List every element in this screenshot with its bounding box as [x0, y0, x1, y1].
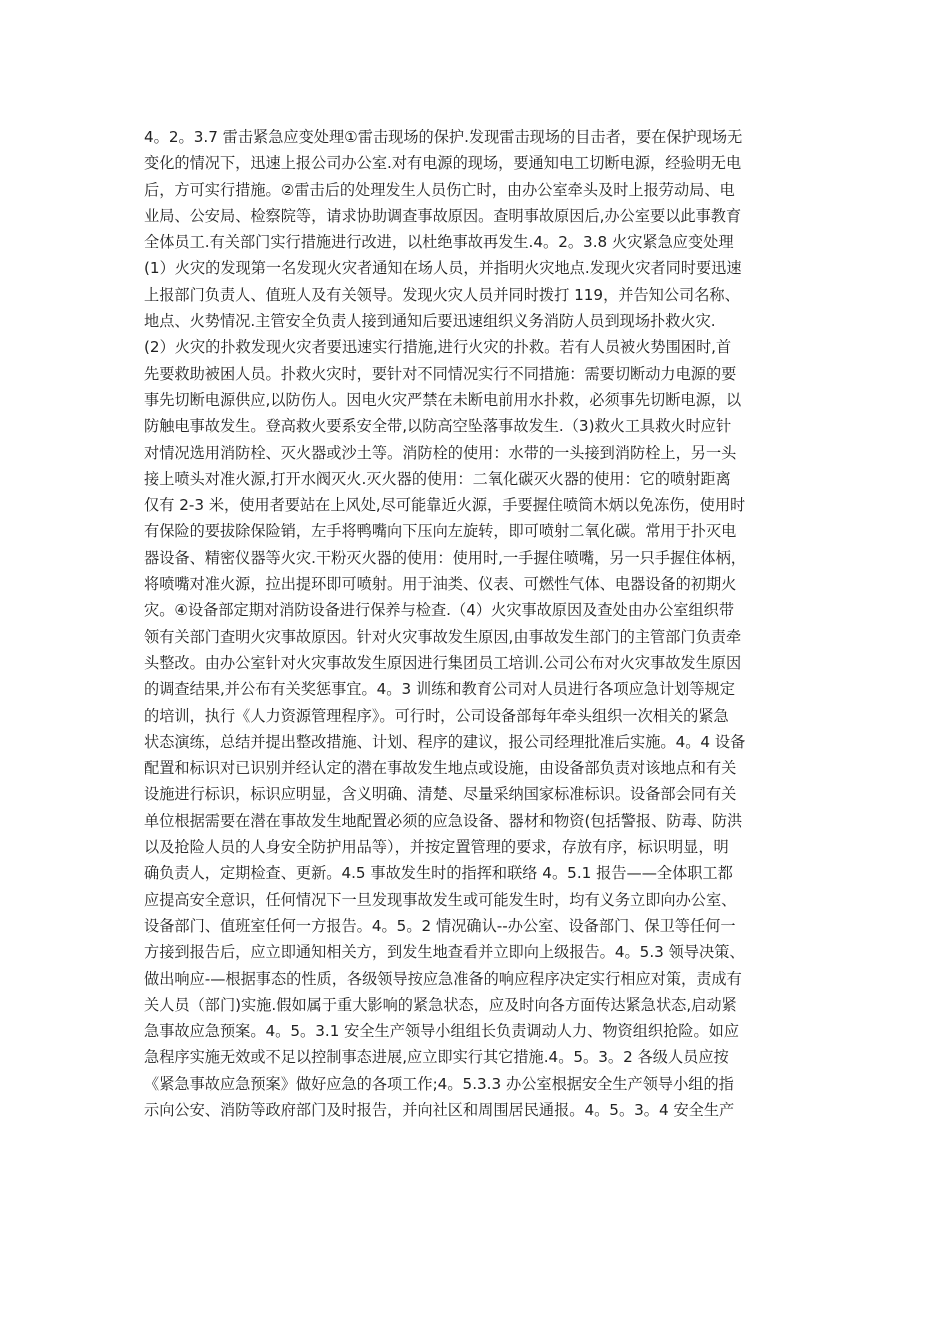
text-line: 示向公安、消防等政府部门及时报告，并向社区和周围居民通报。4。5。3。4 安全生产 — [144, 1100, 735, 1119]
text-line: 先要救助被困人员。扑救火灾时，要针对不同情况实行不同措施：需要切断动力电源的要 — [144, 364, 737, 383]
text-line: 防触电事故发生。登高救火要系安全带,以防高空坠落事故发生.（3)救火工具救火时应针 — [144, 417, 732, 436]
text-line: 灾。④设备部定期对消防设备进行保养与检查.（4）火灾事故原因及查处由办公室组织带 — [144, 601, 735, 620]
text-line: 4。2。3.7 雷击紧急应变处理①雷击现场的保护.发现雷击现场的目击者，要在保护现场无 — [144, 128, 743, 146]
text-line: 的培训，执行《人力资源管理程序》。可行时，公司设备部每年牵头组织一次相关的紧急 — [144, 706, 729, 725]
text-line: 器设备、精密仪器等火灾.干粉灭火器的使用：使用时,一手握住喷嘴，另一只手握住体柄， — [144, 548, 746, 567]
text-line: 急事故应急预案。4。5。3.1 安全生产领导小组组长负责调动人力、物资组织抢险。如应 — [144, 1022, 740, 1041]
text-line: 单位根据需要在潜在事故发生地配置必须的应急设备、器材和物资(包括警报、防毒、防洪 — [144, 811, 743, 830]
text-line: 急程序实施无效或不足以控制事态进展,应立即实行其它措施.4。5。3。2 各级人员应按 — [144, 1048, 729, 1067]
text-line: 将喷嘴对准火源，拉出提环即可喷射。用于油类、仪表、可燃性气体、电器设备的初期火 — [144, 575, 737, 594]
text-line: 接上喷头对准火源,打开水阀灭火.灭火器的使用：二氧化碳灭火器的使用：它的喷射距离 — [144, 469, 731, 488]
body-text — [144, 124, 824, 1123]
text-line: 对情况选用消防栓、灭火器或沙土等。消防栓的使用：水带的一头接到消防栓上，另一头 — [144, 443, 737, 462]
text-line: 状态演练，总结并提出整改措施、计划、程序的建议，报公司经理批准后实施。4。4 设备 — [144, 732, 746, 751]
text-line: 《紧急事故应急预案》做好应急的各项工作;4。5.3.3 办公室根据安全生产领导小组的指 — [144, 1074, 734, 1093]
text-line: 以及抢险人员的人身安全防护用品等），并按定置管理的要求，存放有序，标识明显，明 — [144, 838, 729, 857]
text-line: 领有关部门查明火灾事故原因。针对火灾事故发生原因,由事故发生部门的主管部门负责牵 — [144, 627, 742, 646]
text-line: 做出响应-—根据事态的性质，各级领导按应急准备的响应程序决定实行相应对策，责成有 — [144, 969, 742, 988]
text-line: 设施进行标识，标识应明显，含义明确、清楚、尽量采纳国家标准标识。设备部会同有关 — [144, 785, 737, 804]
text-line: (2）火灾的扑救发现火灾者要迅速实行措施,进行火灾的扑救。若有人员被火势围困时,首 — [144, 338, 732, 357]
text-line: 后，方可实行措施。②雷击后的处理发生人员伤亡时，由办公室牵头及时上报劳动局、电 — [144, 180, 735, 199]
text-line: 头整改。由办公室针对火灾事故发生原因进行集团员工培训.公司公布对火灾事故发生原因 — [144, 653, 742, 672]
text-line: 业局、公安局、检察院等，请求协助调查事故原因。查明事故原因后,办公室要以此事教育 — [144, 206, 742, 225]
text-line: 应提高安全意识，任何情况下一旦发现事故发生或可能发生时，均有义务立即向办公室、 — [144, 890, 737, 909]
text-line: 确负责人，定期检查、更新。4.5 事故发生时的指挥和联络 4。5.1 报告——全体职工都 — [144, 864, 733, 883]
text-line: (1）火灾的发现第一名发现火灾者通知在场人员，并指明火灾地点.发现火灾者同时要迅速 — [144, 259, 742, 278]
text-line: 方接到报告后，应立即通知相关方，到发生地查看并立即向上级报告。4。5.3 领导决策、 — [144, 943, 745, 962]
text-line: 设备部门、值班室任何一方报告。4。5。2 情况确认--办公室、设备部门、保卫等任何一 — [144, 916, 736, 935]
text-line: 的调查结果,并公布有关奖惩事宜。4。3 训练和教育公司对人员进行各项应急计划等规定 — [144, 680, 735, 699]
text-line: 关人员（部门)实施.假如属于重大影响的紧急状态，应及时向各方面传达紧急状态,启动紧 — [144, 995, 737, 1014]
text-line: 地点、火势情况.主管安全负责人接到通知后要迅速组织义务消防人员到现场扑救火灾. — [144, 312, 716, 331]
text-line: 有保险的要拔除保险销，左手将鸭嘴向下压向左旋转，即可喷射二氧化碳。常用于扑灭电 — [144, 522, 737, 541]
text-line: 上报部门负责人、值班人及有关领导。发现火灾人员并同时拨打 119，并告知公司名称、 — [144, 285, 740, 304]
text-line: 仅有 2-3 米，使用者要站在上风处,尽可能靠近火源，手要握住喷筒木炳以免冻伤，使用时 — [144, 496, 746, 515]
text-line: 配置和标识对已识别并经认定的潜在事故发生地点或设施，由设备部负责对该地点和有关 — [144, 759, 737, 778]
text-line: 变化的情况下，迅速上报公司办公室.对有电源的现场，要通知电工切断电源，经验明无电 — [144, 154, 742, 173]
text-line: 全体员工.有关部门实行措施进行改进，以杜绝事故再发生.4。2。3.8 火灾紧急应变处理 — [144, 233, 734, 252]
text-line: 事先切断电源供应,以防伤人。因电火灾严禁在未断电前用水扑救，必须事先切断电源，以 — [144, 390, 742, 409]
